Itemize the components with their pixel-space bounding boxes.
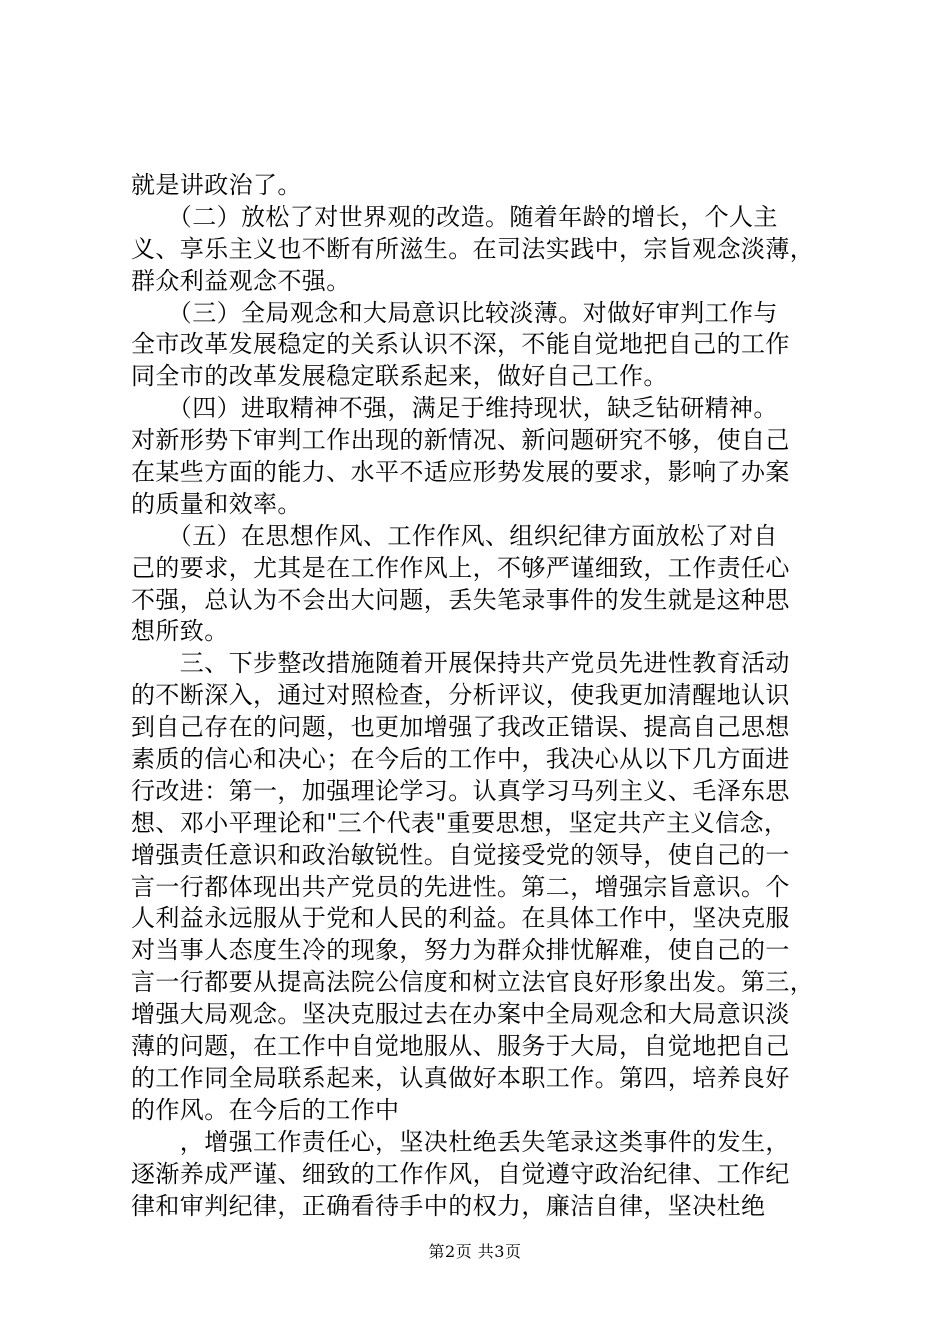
text-line: 的质量和效率。 [131, 489, 302, 518]
text-line: 到自己存在的问题，也更加增强了我改正错误、提高自己思想 [131, 713, 790, 742]
text-line: 三、下步整改措施随着开展保持共产党员先进性教育活动 [131, 649, 790, 678]
text-line: 的工作同全局联系起来，认真做好本职工作。第四，培养良好 [131, 1063, 790, 1092]
text-line: 的作风。在今后的工作中 [131, 1095, 400, 1124]
text-line: 律和审判纪律，正确看待手中的权力，廉洁自律，坚决杜绝 [131, 1191, 766, 1220]
text-line: 薄的问题，在工作中自觉地服从、服务于大局，自觉地把自己 [131, 1032, 790, 1061]
text-line: 素质的信心和决心；在今后的工作中，我决心从以下几方面进 [131, 745, 790, 774]
text-line: 群众利益观念不强。 [131, 266, 351, 295]
text-line: 义、享乐主义也不断有所滋生。在司法实践中，宗旨观念淡薄， [131, 234, 815, 263]
text-line: 的不断深入，通过对照检查，分析评议，使我更加清醒地认识 [131, 681, 790, 710]
text-line: 同全市的改革发展稳定联系起来，做好自己工作。 [131, 362, 668, 391]
text-line: （二）放松了对世界观的改造。随着年龄的增长，个人主 [131, 202, 778, 231]
text-line: 对当事人态度生冷的现象，努力为群众排忧解难，使自己的一 [131, 936, 790, 965]
page-footer: 第2页 共3页 [428, 1242, 522, 1261]
text-line: （五）在思想作风、工作作风、组织纪律方面放松了对自 [131, 521, 778, 550]
text-line: 想所致。 [131, 617, 229, 646]
text-line: 全市改革发展稳定的关系认识不深，不能自觉地把自己的工作 [131, 330, 790, 359]
text-line: 己的要求，尤其是在工作作风上，不够严谨细致，工作责任心 [131, 553, 790, 582]
text-line: 言一行都要从提高法院公信度和树立法官良好形象出发。第三， [131, 968, 815, 997]
text-line: 逐渐养成严谨、细致的工作作风，自觉遵守政治纪律、工作纪 [131, 1159, 790, 1188]
text-line: （三）全局观念和大局意识比较淡薄。对做好审判工作与 [131, 298, 778, 327]
text-line: 在某些方面的能力、水平不适应形势发展的要求，影响了办案 [131, 458, 790, 487]
text-line: 言一行都体现出共产党员的先进性。第二，增强宗旨意识。个 [131, 872, 790, 901]
text-line: 对新形势下审判工作出现的新情况、新问题研究不够，使自己 [131, 426, 790, 455]
text-line: ，增强工作责任心，坚决杜绝丢失笔录这类事件的发生， [131, 1127, 790, 1156]
text-line: （四）进取精神不强，满足于维持现状，缺乏钻研精神。 [131, 394, 778, 423]
text-line: 想、邓小平理论和"三个代表"重要思想，坚定共产主义信念， [131, 808, 789, 837]
text-line: 增强大局观念。坚决克服过去在办案中全局观念和大局意识淡 [131, 1000, 790, 1029]
body-text [131, 170, 831, 1222]
text-line: 就是讲政治了。 [131, 171, 302, 199]
text-line: 行改进：第一，加强理论学习。认真学习马列主义、毛泽东思 [131, 776, 790, 805]
text-line: 人利益永远服从于党和人民的利益。在具体工作中，坚决克服 [131, 904, 790, 933]
text-line: 不强，总认为不会出大问题，丢失笔录事件的发生就是这种思 [131, 585, 790, 614]
text-line: 增强责任意识和政治敏锐性。自觉接受党的领导，使自己的一 [131, 840, 790, 869]
